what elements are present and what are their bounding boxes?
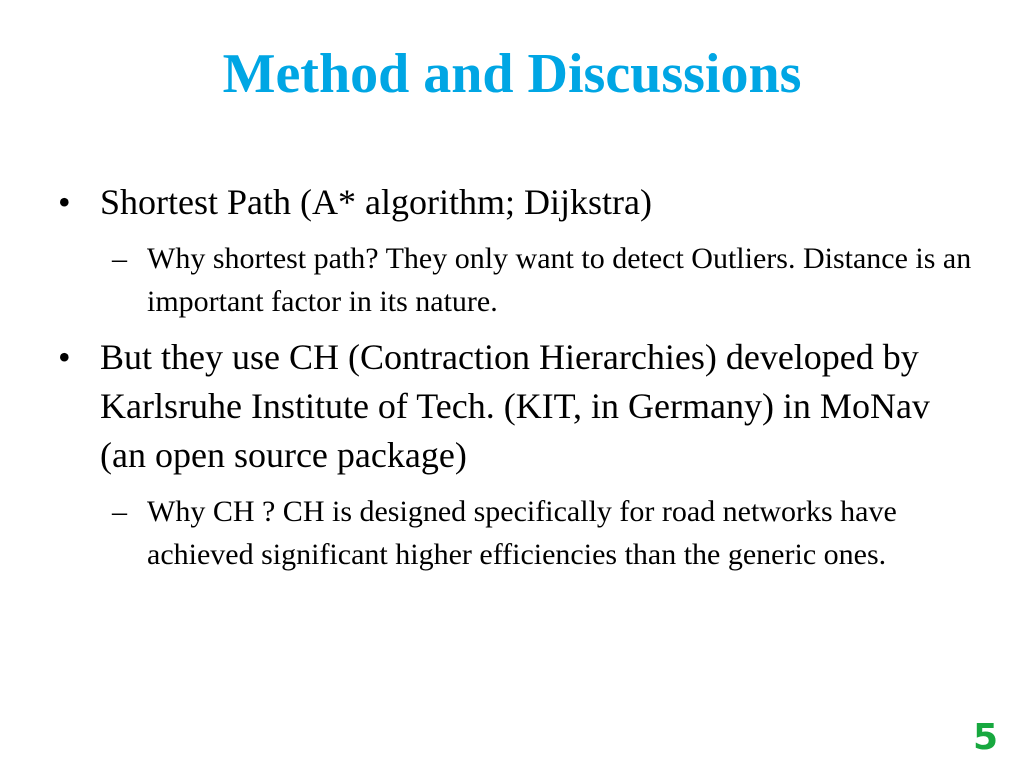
bullet-marker: •: [58, 337, 71, 377]
bullet-item: [58, 333, 978, 480]
sub-bullet-marker: –: [112, 495, 127, 528]
bullet-item: [58, 178, 978, 227]
bullet-marker: •: [58, 182, 71, 222]
slide-body: [58, 178, 978, 586]
sub-bullet-text: Why shortest path? They only want to detect Outliers. Distance is an important factor in its nature.: [147, 242, 972, 318]
sub-bullet-item: [58, 490, 978, 576]
page-number: 5: [972, 717, 998, 758]
sub-bullet-item: [58, 237, 978, 323]
bullet-text: Shortest Path (A* algorithm; Dijkstra): [100, 182, 652, 222]
sub-bullet-text: Why CH ? CH is designed specifically for road networks have achieved significant higher efficiencies than the generic ones.: [147, 495, 897, 571]
slide-title: Method and Discussions: [222, 43, 802, 105]
sub-bullet-marker: –: [112, 242, 127, 275]
bullet-text: But they use CH (Contraction Hierarchies) developed by Karlsruhe Institute of Tech. (KIT, in Germany) in MoNav (an open source package): [100, 337, 930, 475]
